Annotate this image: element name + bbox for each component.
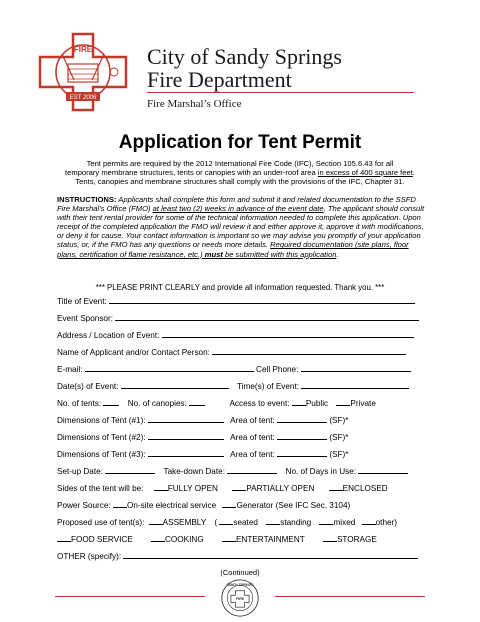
- applicant-name-field[interactable]: [212, 347, 406, 355]
- header-divider: [147, 92, 414, 93]
- email-field[interactable]: [85, 364, 254, 372]
- intro-paragraph: Tent permits are required by the 2012 International Fire Code (IFC), Section 105.6.43 for all temporary membrane structures, tents or canopies with an under-roof area in excess of 400 square feet. Tents, canopies and membrane structures shall comply with the provisions of the IFC, Chapter 31.: [65, 159, 415, 186]
- tent-1-dimensions-field[interactable]: [148, 415, 224, 423]
- mixed-field[interactable]: [319, 517, 333, 525]
- svg-text:SANDY SPRINGS: SANDY SPRINGS: [226, 583, 254, 588]
- other-use-field[interactable]: [362, 517, 376, 525]
- fire-department-seal: [218, 578, 262, 618]
- continued-note: (Continued): [220, 568, 260, 577]
- title-of-event-row: Title of Event:: [57, 296, 415, 306]
- cooking-field[interactable]: [151, 534, 165, 542]
- svg-text:FIRE: FIRE: [73, 45, 93, 54]
- takedown-date-field[interactable]: [227, 466, 277, 474]
- tent-2-dimensions-field[interactable]: [148, 432, 224, 440]
- page-title: Application for Tent Permit: [118, 132, 362, 153]
- tent-1-row: Dimensions of Tent (#1): Area of tent: (SF)*: [57, 416, 349, 425]
- enclosed-field[interactable]: [329, 483, 343, 491]
- cell-phone-field[interactable]: [301, 364, 411, 372]
- instructions-paragraph: INSTRUCTIONS: Applicants shall complete this form and submit it and related documentation to the SSFD Fire Marshal’s Office (FMO) at least two (2) weeks in advance of the event date. The applicant should consult with their tent rental provider for some of the technical information needed to complete this application. Upon receipt of the completed application the FMO will review it and either approve it, approve it with modifications, or deny it for cause. Your contact information is important so we may advise you promptly of your application status, or, if the FMO has any questions or needs more details. Required documentation (site plans, floor plans, certification of flame resistance, etc.) must be submitted with this application.: [57, 195, 425, 259]
- num-canopies-field[interactable]: [189, 398, 205, 406]
- times-field[interactable]: [301, 381, 409, 389]
- other-specify-row: OTHER (specify):: [57, 551, 418, 561]
- tents-canopies-row: No. of tents: No. of canopies: Access to event: Public Private: [57, 399, 376, 408]
- access-private-field[interactable]: [336, 398, 350, 406]
- dates-times-row: Date(s) of Event: Time(s) of Event:: [57, 381, 409, 391]
- partially-open-field[interactable]: [232, 483, 246, 491]
- dates-setup-row: Set-up Date: Take-down Date: No. of Days in Use:: [57, 466, 408, 476]
- fire-department-logo: [38, 32, 128, 112]
- org-line-2: Fire Department: [147, 67, 292, 92]
- tent-3-area-field[interactable]: [277, 449, 327, 457]
- footer-divider-right: [275, 596, 425, 597]
- sides-row: Sides of the tent will be: FULLY OPEN PARTIALLY OPEN ENCLOSED: [57, 484, 388, 493]
- address-row: Address / Location of Event:: [57, 330, 414, 340]
- print-clearly-notice: *** PLEASE PRINT CLEARLY and provide all information requested. Thank you. ***: [95, 283, 385, 292]
- organization-name: [147, 45, 342, 91]
- entertainment-field[interactable]: [222, 534, 236, 542]
- tent-1-area-field[interactable]: [277, 415, 327, 423]
- onsite-power-field[interactable]: [113, 500, 127, 508]
- applicant-name-row: Name of Applicant and/or Contact Person:: [57, 347, 406, 357]
- power-source-row: Power Source: On-site electrical service Generator (See IFC Sec. 3104): [57, 501, 351, 510]
- org-line-1: City of Sandy Springs: [147, 44, 342, 69]
- svg-text:EST 2006: EST 2006: [69, 95, 97, 101]
- event-sponsor-field[interactable]: [115, 313, 419, 321]
- other-specify-field[interactable]: [123, 551, 418, 559]
- dates-field[interactable]: [121, 381, 229, 389]
- access-public-field[interactable]: [292, 398, 306, 406]
- title-of-event-field[interactable]: [109, 296, 415, 304]
- fully-open-field[interactable]: [154, 483, 168, 491]
- footer-divider-left: [55, 596, 205, 597]
- email-row: E-mail: Cell Phone:: [57, 364, 411, 374]
- setup-date-field[interactable]: [105, 466, 155, 474]
- proposed-use-row: Proposed use of tent(s): ASSEMBLY ( seated standing mixed other): [57, 518, 397, 527]
- tent-3-dimensions-field[interactable]: [148, 449, 224, 457]
- seated-field[interactable]: [219, 517, 233, 525]
- food-service-field[interactable]: [57, 534, 71, 542]
- assembly-field[interactable]: [149, 517, 163, 525]
- use-types-row: FOOD SERVICE COOKING ENTERTAINMENT STORAGE: [57, 534, 377, 544]
- storage-field[interactable]: [323, 534, 337, 542]
- generator-field[interactable]: [222, 500, 236, 508]
- tent-2-row: Dimensions of Tent (#2): Area of tent: (SF)*: [57, 433, 349, 442]
- office-name: Fire Marshal’s Office: [147, 98, 242, 110]
- days-in-use-field[interactable]: [358, 466, 408, 474]
- svg-text:FIRE: FIRE: [235, 596, 245, 601]
- tent-3-row: Dimensions of Tent (#3): Area of tent: (SF)*: [57, 450, 349, 459]
- num-tents-field[interactable]: [103, 398, 119, 406]
- event-sponsor-row: Event Sponsor:: [57, 313, 419, 323]
- standing-field[interactable]: [266, 517, 280, 525]
- tent-2-area-field[interactable]: [277, 432, 327, 440]
- address-field[interactable]: [162, 330, 414, 338]
